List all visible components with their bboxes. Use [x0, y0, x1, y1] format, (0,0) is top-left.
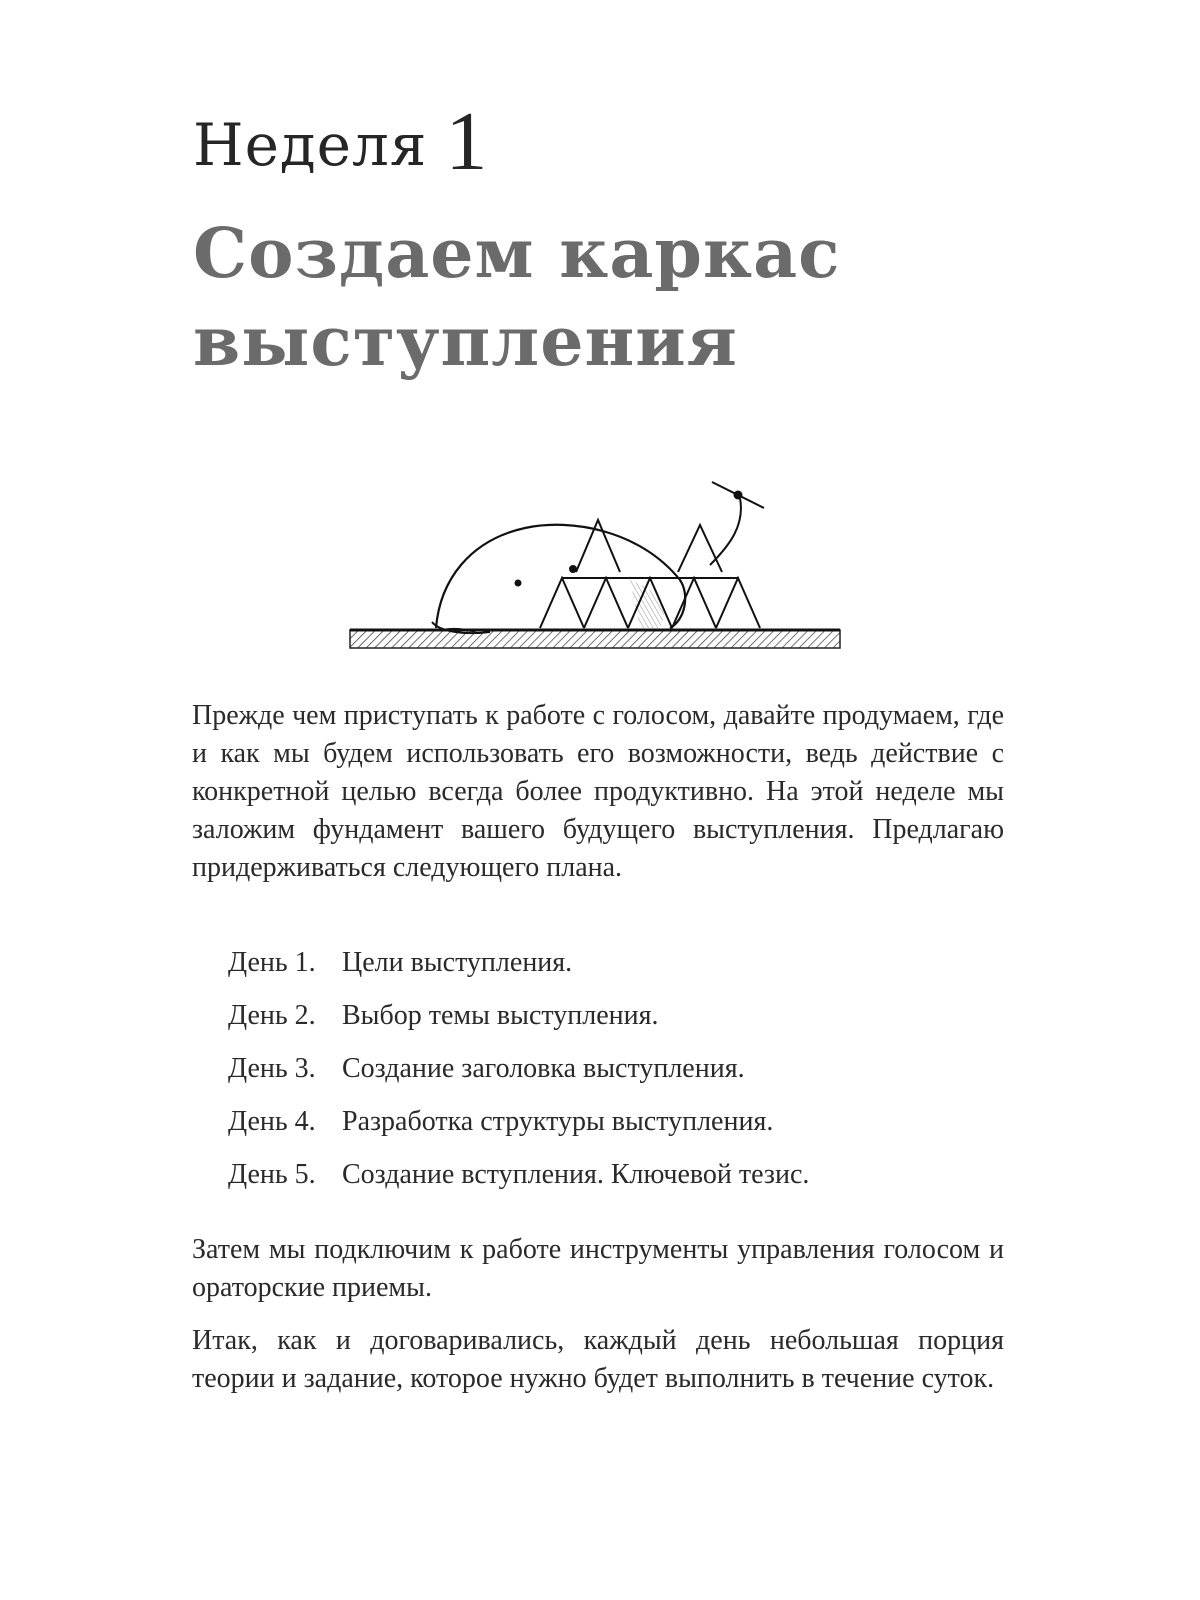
day-label: День 1. — [228, 947, 316, 978]
paragraph-tools: Затем мы подключим к работе инструменты управления голосом и ораторские приемы. — [192, 1234, 1004, 1303]
whale-house-of-cards-illustration — [340, 470, 850, 660]
plan-list — [228, 944, 809, 1209]
day-topic: Создание вступления. Ключевой тезис. — [342, 1159, 810, 1190]
day-topic: Разработка структуры выступления. — [342, 1106, 774, 1137]
week-heading — [193, 95, 489, 188]
week-word: Неделя — [193, 111, 428, 179]
day-label: День 3. — [228, 1053, 316, 1084]
day-topic: Цели выступления. — [342, 947, 573, 978]
whale-tail — [710, 482, 764, 565]
week-number: 1 — [445, 95, 489, 188]
paragraph-daily: Итак, как и договаривались, каждый день небольшая порция теории и задание, которое нужно будет выполнить в течение суток. — [192, 1325, 1004, 1394]
day-label: День 4. — [228, 1106, 316, 1137]
day-label: День 5. — [228, 1159, 316, 1190]
list-item — [228, 944, 809, 997]
day-topic: Создание заголовка выступления. — [342, 1053, 745, 1084]
list-item — [228, 1050, 809, 1103]
list-item — [228, 1103, 809, 1156]
chapter-title: Создаем каркас выступления — [193, 214, 841, 382]
day-label: День 2. — [228, 1000, 316, 1031]
day-topic: Выбор темы выступления. — [342, 1000, 659, 1031]
list-item — [228, 997, 809, 1050]
list-item — [228, 1156, 809, 1209]
ground-strip — [350, 630, 840, 648]
intro-paragraph: Прежде чем приступать к работе с голосом, давайте продумаем, где и как мы будем использовать его возможности, ведь действие с конкретной целью всегда более продуктивно. На этой неделе мы заложим фундамент вашего будущего выступления. Предлагаю придерживаться следующего плана. — [192, 700, 1004, 883]
